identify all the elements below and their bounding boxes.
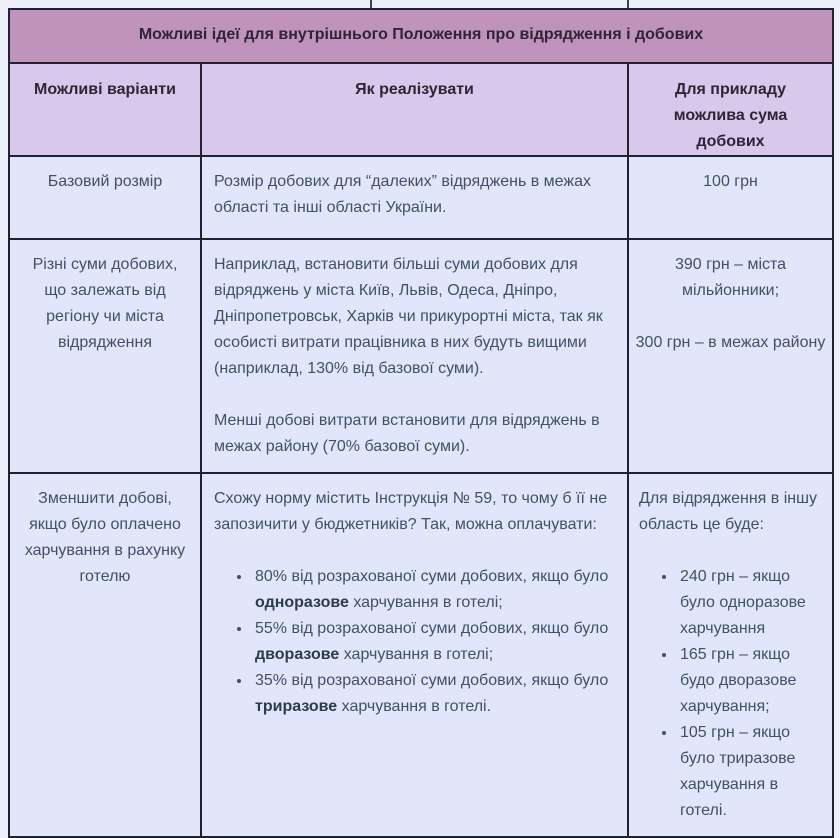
paragraph: Для відрядження в іншу область це буде: <box>639 490 817 533</box>
bullet-text: 35% від розрахованої суми добових, якщо було <box>255 672 609 689</box>
meal-discount-list <box>214 564 615 720</box>
bullet-bold-term: одноразове <box>255 594 349 611</box>
cell-variant: Зменшити добові, якщо було оплачено харчування в рахунку готелю <box>9 473 201 837</box>
cell-how <box>201 239 628 473</box>
list-item: • 105 грн – якщо було триразове харчування в готелі. <box>677 720 826 824</box>
per-diem-policy-table <box>8 8 834 838</box>
paragraph: Розмір добових для “далеких” відряджень в межах області та інші області України. <box>214 173 591 216</box>
list-item <box>252 616 615 668</box>
amount-value: 390 грн – міста мільйонники; <box>674 256 787 299</box>
list-item <box>252 564 615 616</box>
table-row-region-sums <box>9 239 833 473</box>
amount-example-list <box>639 564 826 824</box>
bullet-text: харчування в готелі. <box>337 698 492 715</box>
table-header-row <box>9 63 833 156</box>
cell-amount <box>628 239 833 473</box>
paragraph: Схожу норму містить Інструкція № 59, то чому б її не запозичити у бюджетників? Так, можна оплачувати: <box>214 490 608 533</box>
list-item <box>252 668 615 720</box>
column-header-how: Як реалізувати <box>201 63 628 156</box>
list-item: • 240 грн – якщо було одноразове харчування <box>677 564 826 642</box>
column-header-variants: Можливі варіанти <box>9 63 201 156</box>
bullet-text: 80% від розрахованої суми добових, якщо було <box>255 568 609 585</box>
column-header-amount: Для прикладу можлива сума добових <box>628 63 833 156</box>
table-row-hotel-meals <box>9 473 833 837</box>
cell-how <box>201 473 628 837</box>
table-title-row <box>9 9 833 63</box>
bullet-text: харчування в готелі; <box>348 594 503 611</box>
cell-amount <box>628 156 833 239</box>
paragraph: Менші добові витрати встановити для відряджень в межах району (70% базової суми). <box>214 412 600 455</box>
cell-amount <box>628 473 833 837</box>
cell-variant: Різні суми добових, що залежать від регіону чи міста відрядження <box>9 239 201 473</box>
table-row-base-size <box>9 156 833 239</box>
amount-value: 100 грн <box>703 173 758 190</box>
paragraph: Наприклад, встановити більші суми добових для відряджень у міста Київ, Львів, Одеса, Дніпро, Дніпропетровськ, Харків чи прикурортні міста, так як особисті витрати працівника в них будуть вищими (наприклад, 130% від базової суми). <box>214 256 603 377</box>
table-title: Можливі ідеї для внутрішнього Положення про відрядження і добових <box>9 9 833 63</box>
amount-value: 300 грн – в межах району <box>635 334 826 351</box>
bullet-text: харчування в готелі; <box>339 646 494 663</box>
cell-variant: Базовий розмір <box>9 156 201 239</box>
bullet-text: 55% від розрахованої суми добових, якщо було <box>255 620 609 637</box>
cell-how <box>201 156 628 239</box>
bullet-bold-term: дворазове <box>255 646 340 663</box>
list-item: • 165 грн – якщо будо дворазове харчування; <box>677 642 826 720</box>
bullet-bold-term: триразове <box>255 698 338 715</box>
